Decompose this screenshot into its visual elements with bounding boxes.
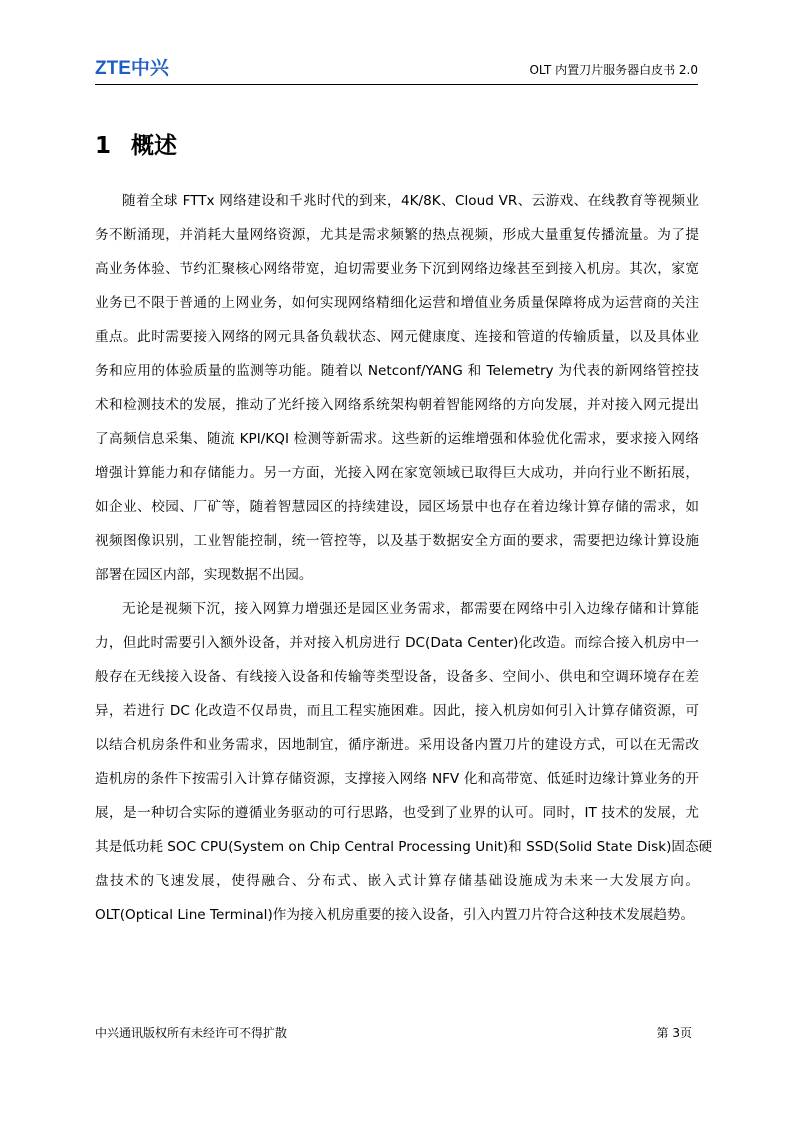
paragraph (95, 592, 713, 932)
text-line: 力，但此时需要引入额外设备，并对接入机房进行 DC(Data Center)化改造。而综合接入机房中一 (95, 635, 699, 651)
paragraph (95, 184, 699, 592)
text-line: OLT(Optical Line Terminal)作为接入机房重要的接入设备，引入内置刀片符合这种技术发展趋势。 (95, 907, 695, 923)
section-number: 1 (95, 133, 112, 159)
page-header (95, 56, 698, 84)
text-line: 无论是视频下沉，接入网算力增强还是园区业务需求，都需要在网络中引入边缘存储和计算能 (122, 601, 699, 617)
text-line: 随着全球 FTTx 网络建设和千兆时代的到来，4K/8K、Cloud VR、云游戏、在线教育等视频业 (122, 193, 699, 209)
text-line: 造机房的条件下按需引入计算存储资源，支撑接入网络 NFV 化和高带宽、低延时边缘计算业务的开 (95, 771, 699, 787)
section-heading (95, 130, 177, 162)
text-line: 增强计算能力和存储能力。另一方面，光接入网在家宽领域已取得巨大成功，并向行业不断拓展， (95, 465, 699, 481)
text-line: 视频图像识别，工业智能控制，统一管控等，以及基于数据安全方面的要求，需要把边缘计算设施 (95, 533, 699, 549)
page-number: 第 3页 (656, 1026, 692, 1040)
section-title: 概述 (131, 133, 177, 159)
text-line: 如企业、校园、厂矿等，随着智慧园区的持续建设，园区场景中也存在着边缘计算存储的需求，如 (95, 499, 699, 515)
text-line: 重点。此时需要接入网络的网元具备负载状态、网元健康度、连接和管道的传输质量，以及具体业 (95, 329, 699, 345)
text-line: 盘技术的飞速发展，使得融合、分布式、嵌入式计算存储基础设施成为未来一大发展方向。 (95, 873, 699, 889)
text-line: 部署在园区内部，实现数据不出园。 (95, 567, 313, 583)
text-line: 其是低功耗 SOC CPU(System on Chip Central Processing Unit)和 SSD(Solid State Disk)固态硬 (95, 839, 713, 855)
text-line: 务不断涌现，并消耗大量网络资源，尤其是需求频繁的热点视频，形成大量重复传播流量。为了提 (95, 227, 699, 243)
body-text (95, 184, 713, 932)
text-line: 务和应用的体验质量的监测等功能。随着以 Netconf/YANG 和 Telemetry 为代表的新网络管控技 (95, 363, 699, 379)
text-line: 展，是一种切合实际的遵循业务驱动的可行思路，也受到了业界的认可。同时，IT 技术的发展，尤 (95, 805, 699, 821)
page-footer (95, 1024, 698, 1044)
text-line: 异，若进行 DC 化改造不仅昂贵，而且工程实施困难。因此，接入机房如何引入计算存储资源，可 (95, 703, 699, 719)
text-line: 以结合机房条件和业务需求，因地制宜，循序渐进。采用设备内置刀片的建设方式，可以在无需改 (95, 737, 699, 753)
text-line: 术和检测技术的发展，推动了光纤接入网络系统架构朝着智能网络的方向发展，并对接入网元提出 (95, 397, 699, 413)
copyright-notice: 中兴通讯版权所有未经许可不得扩散 (95, 1026, 288, 1040)
text-line: 般存在无线接入设备、有线接入设备和传输等类型设备，设备多、空间小、供电和空调环境存在差 (95, 669, 699, 685)
zte-logo: ZTE中兴 (95, 58, 169, 79)
text-line: 高业务体验、节约汇聚核心网络带宽，迫切需要业务下沉到网络边缘甚至到接入机房。其次，家宽 (95, 261, 699, 277)
document-title: OLT 内置刀片服务器白皮书 2.0 (529, 63, 698, 77)
text-line: 业务已不限于普通的上网业务，如何实现网络精细化运营和增值业务质量保障将成为运营商的关注 (95, 295, 699, 311)
header-divider (95, 84, 698, 85)
text-line: 了高频信息采集、随流 KPI/KQI 检测等新需求。这些新的运维增强和体验优化需求，要求接入网络 (95, 431, 699, 447)
